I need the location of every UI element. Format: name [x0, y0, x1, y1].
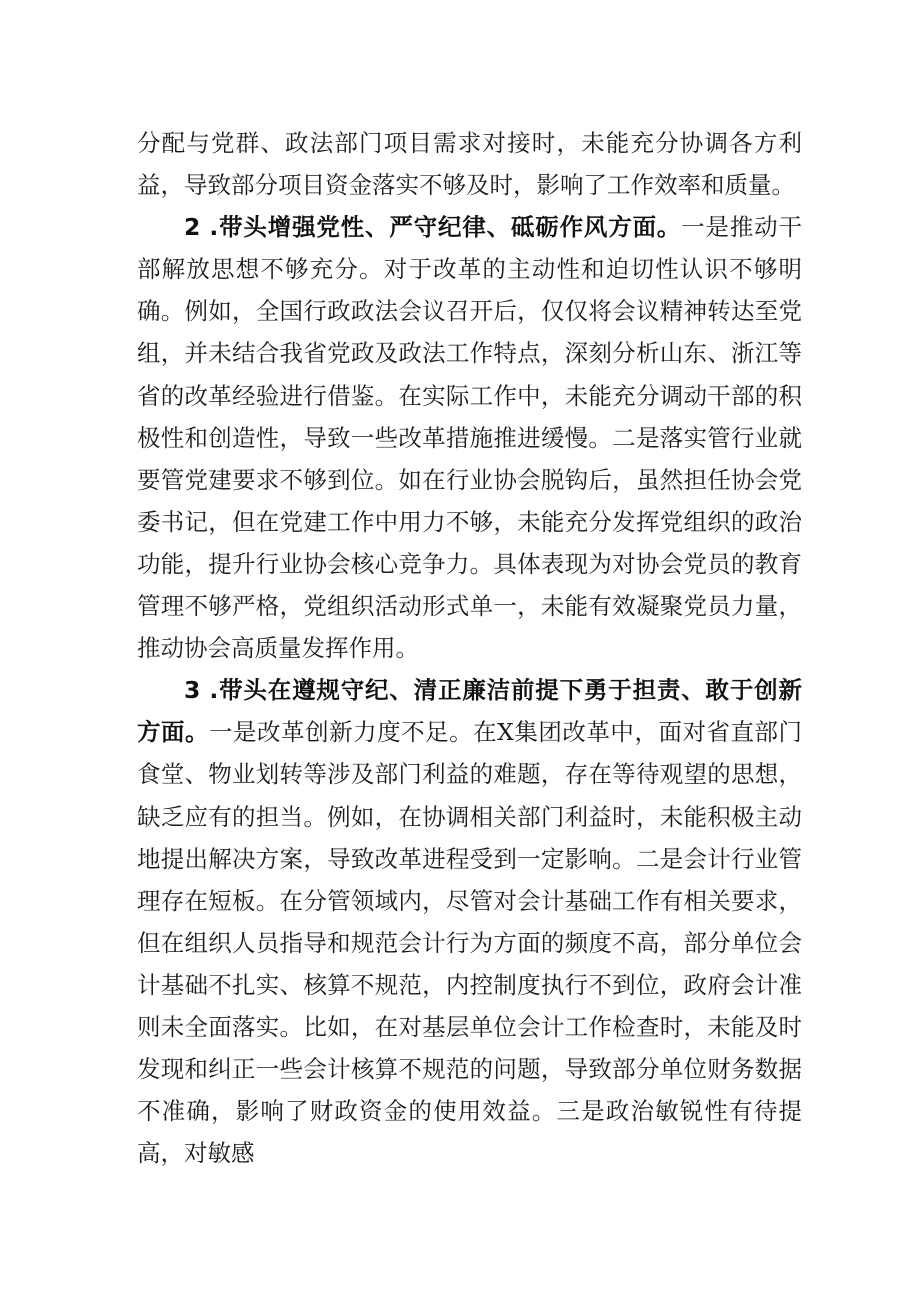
- section-heading: 2 .带头增强党性、严守纪律、砥砺作风方面。: [184, 213, 682, 242]
- paragraph-section-2: [137, 206, 802, 669]
- paragraph-text: 分配与党群、政法部门项目需求对接时，未能充分协调各方利益，导致部分项目资金落实不够及时，影响了工作效率和质量。: [137, 129, 802, 200]
- paragraph-text: 一是改革创新力度不足。在X集团改革中，面对省直部门食堂、物业划转等涉及部门利益的难题，存在等待观望的思想，缺乏应有的担当。例如，在协调相关部门利益时，未能积极主动地提出解决方案，导致改革进程受到一定影响。二是会计行业管理存在短板。在分管领域内，尽管对会计基础工作有相关要求，但在组织人员指导和规范会计行为方面的频度不高，部分单位会计基础不扎实、核算不规范，内控制度执行不到位，政府会计准则未全面落实。比如，在对基层单位会计工作检查时，未能及时发现和纠正一些会计核算不规范的问题，导致部分单位财务数据不准确，影响了财政资金的使用效益。三是政治敏锐性有待提高，对敏感: [137, 718, 802, 1168]
- document-body: [137, 122, 802, 1174]
- paragraph-continuation: [137, 122, 802, 206]
- section-heading: 3 .带头在遵规守纪、清正廉洁前提下勇于担责、敢于创新方面。: [137, 676, 802, 747]
- paragraph-text: 一是推动干部解放思想不够充分。对于改革的主动性和迫切性认识不够明确。例如，全国行政政法会议召开后，仅仅将会议精神转达至党组，并未结合我省党政及政法工作特点，深刻分析山东、浙江等省的改革经验进行借鉴。在实际工作中，未能充分调动干部的积极性和创造性，导致一些改革措施推进缓慢。二是落实管行业就要管党建要求不够到位。如在行业协会脱钩后，虽然担任协会党委书记，但在党建工作中用力不够，未能充分发挥党组织的政治功能，提升行业协会核心竞争力。具体表现为对协会党员的教育管理不够严格，党组织活动形式单一，未能有效凝聚党员力量，推动协会高质量发挥作用。: [137, 213, 803, 663]
- paragraph-section-3: [137, 669, 802, 1174]
